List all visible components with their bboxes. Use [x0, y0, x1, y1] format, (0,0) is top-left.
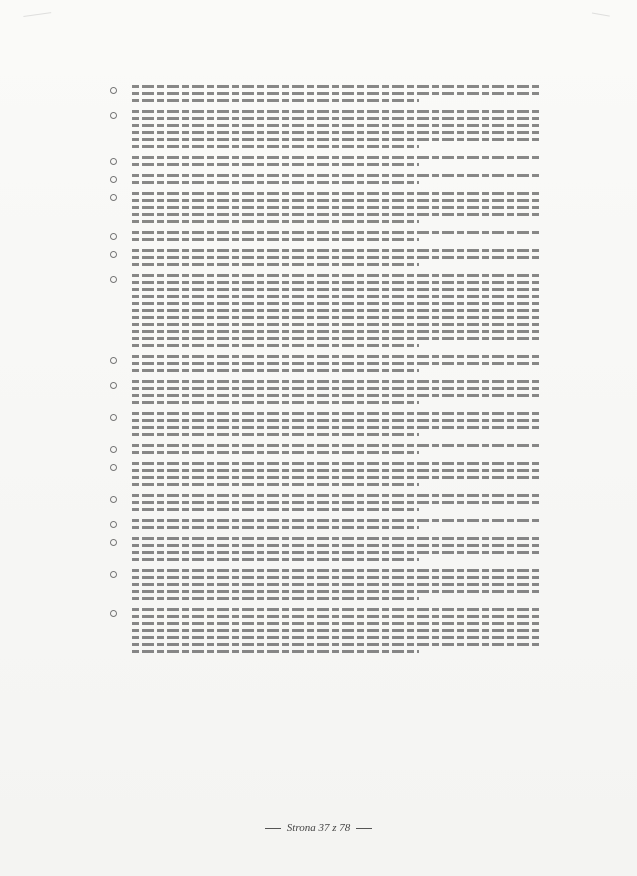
bullet-circle-icon — [110, 464, 117, 471]
text-line — [132, 412, 542, 415]
text-line — [132, 344, 419, 347]
text-line — [132, 583, 542, 586]
bullet-circle-icon — [110, 357, 117, 364]
page-number: Strona 37 z 78 — [286, 822, 351, 834]
text-line — [132, 355, 542, 358]
text-line — [132, 124, 542, 127]
list-item-text — [132, 249, 542, 266]
text-line — [132, 337, 542, 340]
text-line — [132, 576, 542, 579]
text-line — [132, 462, 542, 465]
bullet-circle-icon — [110, 571, 117, 578]
bullet-circle-icon — [110, 158, 117, 165]
text-line — [132, 295, 542, 298]
text-line — [132, 597, 419, 600]
list-item-text — [132, 231, 542, 241]
text-line — [132, 206, 542, 209]
text-line — [132, 302, 542, 305]
list-item-text — [132, 156, 542, 166]
list-item — [132, 569, 542, 600]
text-line — [132, 288, 542, 291]
text-line — [132, 650, 419, 653]
text-line — [132, 199, 542, 202]
text-line — [132, 643, 542, 646]
list-item — [132, 85, 542, 102]
text-line — [132, 263, 419, 266]
text-line — [132, 401, 419, 404]
text-line — [132, 138, 542, 141]
list-item — [132, 380, 542, 404]
text-line — [132, 501, 542, 504]
text-line — [132, 309, 542, 312]
bullet-circle-icon — [110, 521, 117, 528]
text-line — [132, 615, 542, 618]
text-line — [132, 362, 542, 365]
footer-dash — [356, 828, 372, 829]
bullet-circle-icon — [110, 194, 117, 201]
list-item-text — [132, 537, 542, 561]
text-line — [132, 537, 542, 540]
bullet-circle-icon — [110, 610, 117, 617]
text-line — [132, 174, 542, 177]
text-line — [132, 369, 419, 372]
list-item-text — [132, 85, 542, 102]
list-item-text — [132, 174, 542, 184]
text-line — [132, 380, 542, 383]
text-line — [132, 629, 542, 632]
bullet-circle-icon — [110, 382, 117, 389]
text-line — [132, 419, 542, 422]
bullet-circle-icon — [110, 539, 117, 546]
text-line — [132, 394, 542, 397]
text-line — [132, 544, 542, 547]
list-item — [132, 444, 542, 454]
text-line — [132, 483, 419, 486]
bullet-circle-icon — [110, 251, 117, 258]
text-line — [132, 508, 419, 511]
text-line — [132, 274, 542, 277]
text-line — [132, 156, 542, 159]
list-item-text — [132, 444, 542, 454]
text-line — [132, 213, 542, 216]
text-line — [132, 590, 542, 593]
list-item — [132, 494, 542, 511]
text-line — [132, 99, 419, 102]
text-line — [132, 451, 419, 454]
list-item-text — [132, 110, 542, 148]
text-line — [132, 323, 542, 326]
list-item-text — [132, 494, 542, 511]
list-item — [132, 192, 542, 223]
scan-mark — [23, 12, 52, 27]
text-line — [132, 85, 542, 88]
bullet-circle-icon — [110, 496, 117, 503]
text-line — [132, 192, 542, 195]
text-line — [132, 131, 542, 134]
text-line — [132, 249, 542, 252]
text-line — [132, 526, 419, 529]
list-item — [132, 249, 542, 266]
text-line — [132, 426, 542, 429]
text-line — [132, 551, 542, 554]
text-line — [132, 469, 542, 472]
text-line — [132, 569, 542, 572]
bullet-circle-icon — [110, 112, 117, 119]
text-line — [132, 256, 542, 259]
text-line — [132, 433, 419, 436]
list-item — [132, 274, 542, 347]
page-footer — [0, 822, 637, 834]
list-item-text — [132, 519, 542, 529]
list-item-text — [132, 569, 542, 600]
text-line — [132, 281, 542, 284]
bullet-circle-icon — [110, 233, 117, 240]
text-line — [132, 494, 542, 497]
bullet-circle-icon — [110, 414, 117, 421]
list-item — [132, 231, 542, 241]
list-item-text — [132, 412, 542, 436]
text-line — [132, 117, 542, 120]
list-item — [132, 608, 542, 653]
list-item — [132, 537, 542, 561]
footer-dash — [265, 828, 281, 829]
list-item-text — [132, 274, 542, 347]
text-line — [132, 330, 542, 333]
list-item-text — [132, 462, 542, 486]
bullet-circle-icon — [110, 276, 117, 283]
list-item-text — [132, 608, 542, 653]
text-line — [132, 622, 542, 625]
bullet-circle-icon — [110, 446, 117, 453]
bullet-circle-icon — [110, 87, 117, 94]
text-line — [132, 238, 419, 241]
text-line — [132, 92, 542, 95]
text-line — [132, 181, 419, 184]
list-item — [132, 110, 542, 148]
text-line — [132, 387, 542, 390]
list-item — [132, 174, 542, 184]
bullet-circle-icon — [110, 176, 117, 183]
list-item-text — [132, 380, 542, 404]
list-item — [132, 462, 542, 486]
list-item-text — [132, 355, 542, 372]
text-line — [132, 476, 542, 479]
text-line — [132, 145, 419, 148]
list-item — [132, 519, 542, 529]
text-line — [132, 558, 419, 561]
text-line — [132, 636, 542, 639]
text-line — [132, 231, 542, 234]
document-body — [132, 82, 542, 661]
text-line — [132, 163, 419, 166]
text-line — [132, 519, 542, 522]
text-line — [132, 110, 542, 113]
list-item — [132, 355, 542, 372]
text-line — [132, 608, 542, 611]
list-item — [132, 412, 542, 436]
text-line — [132, 316, 542, 319]
list-item-text — [132, 192, 542, 223]
scan-mark — [590, 13, 610, 27]
text-line — [132, 444, 542, 447]
text-line — [132, 220, 419, 223]
list-item — [132, 156, 542, 166]
